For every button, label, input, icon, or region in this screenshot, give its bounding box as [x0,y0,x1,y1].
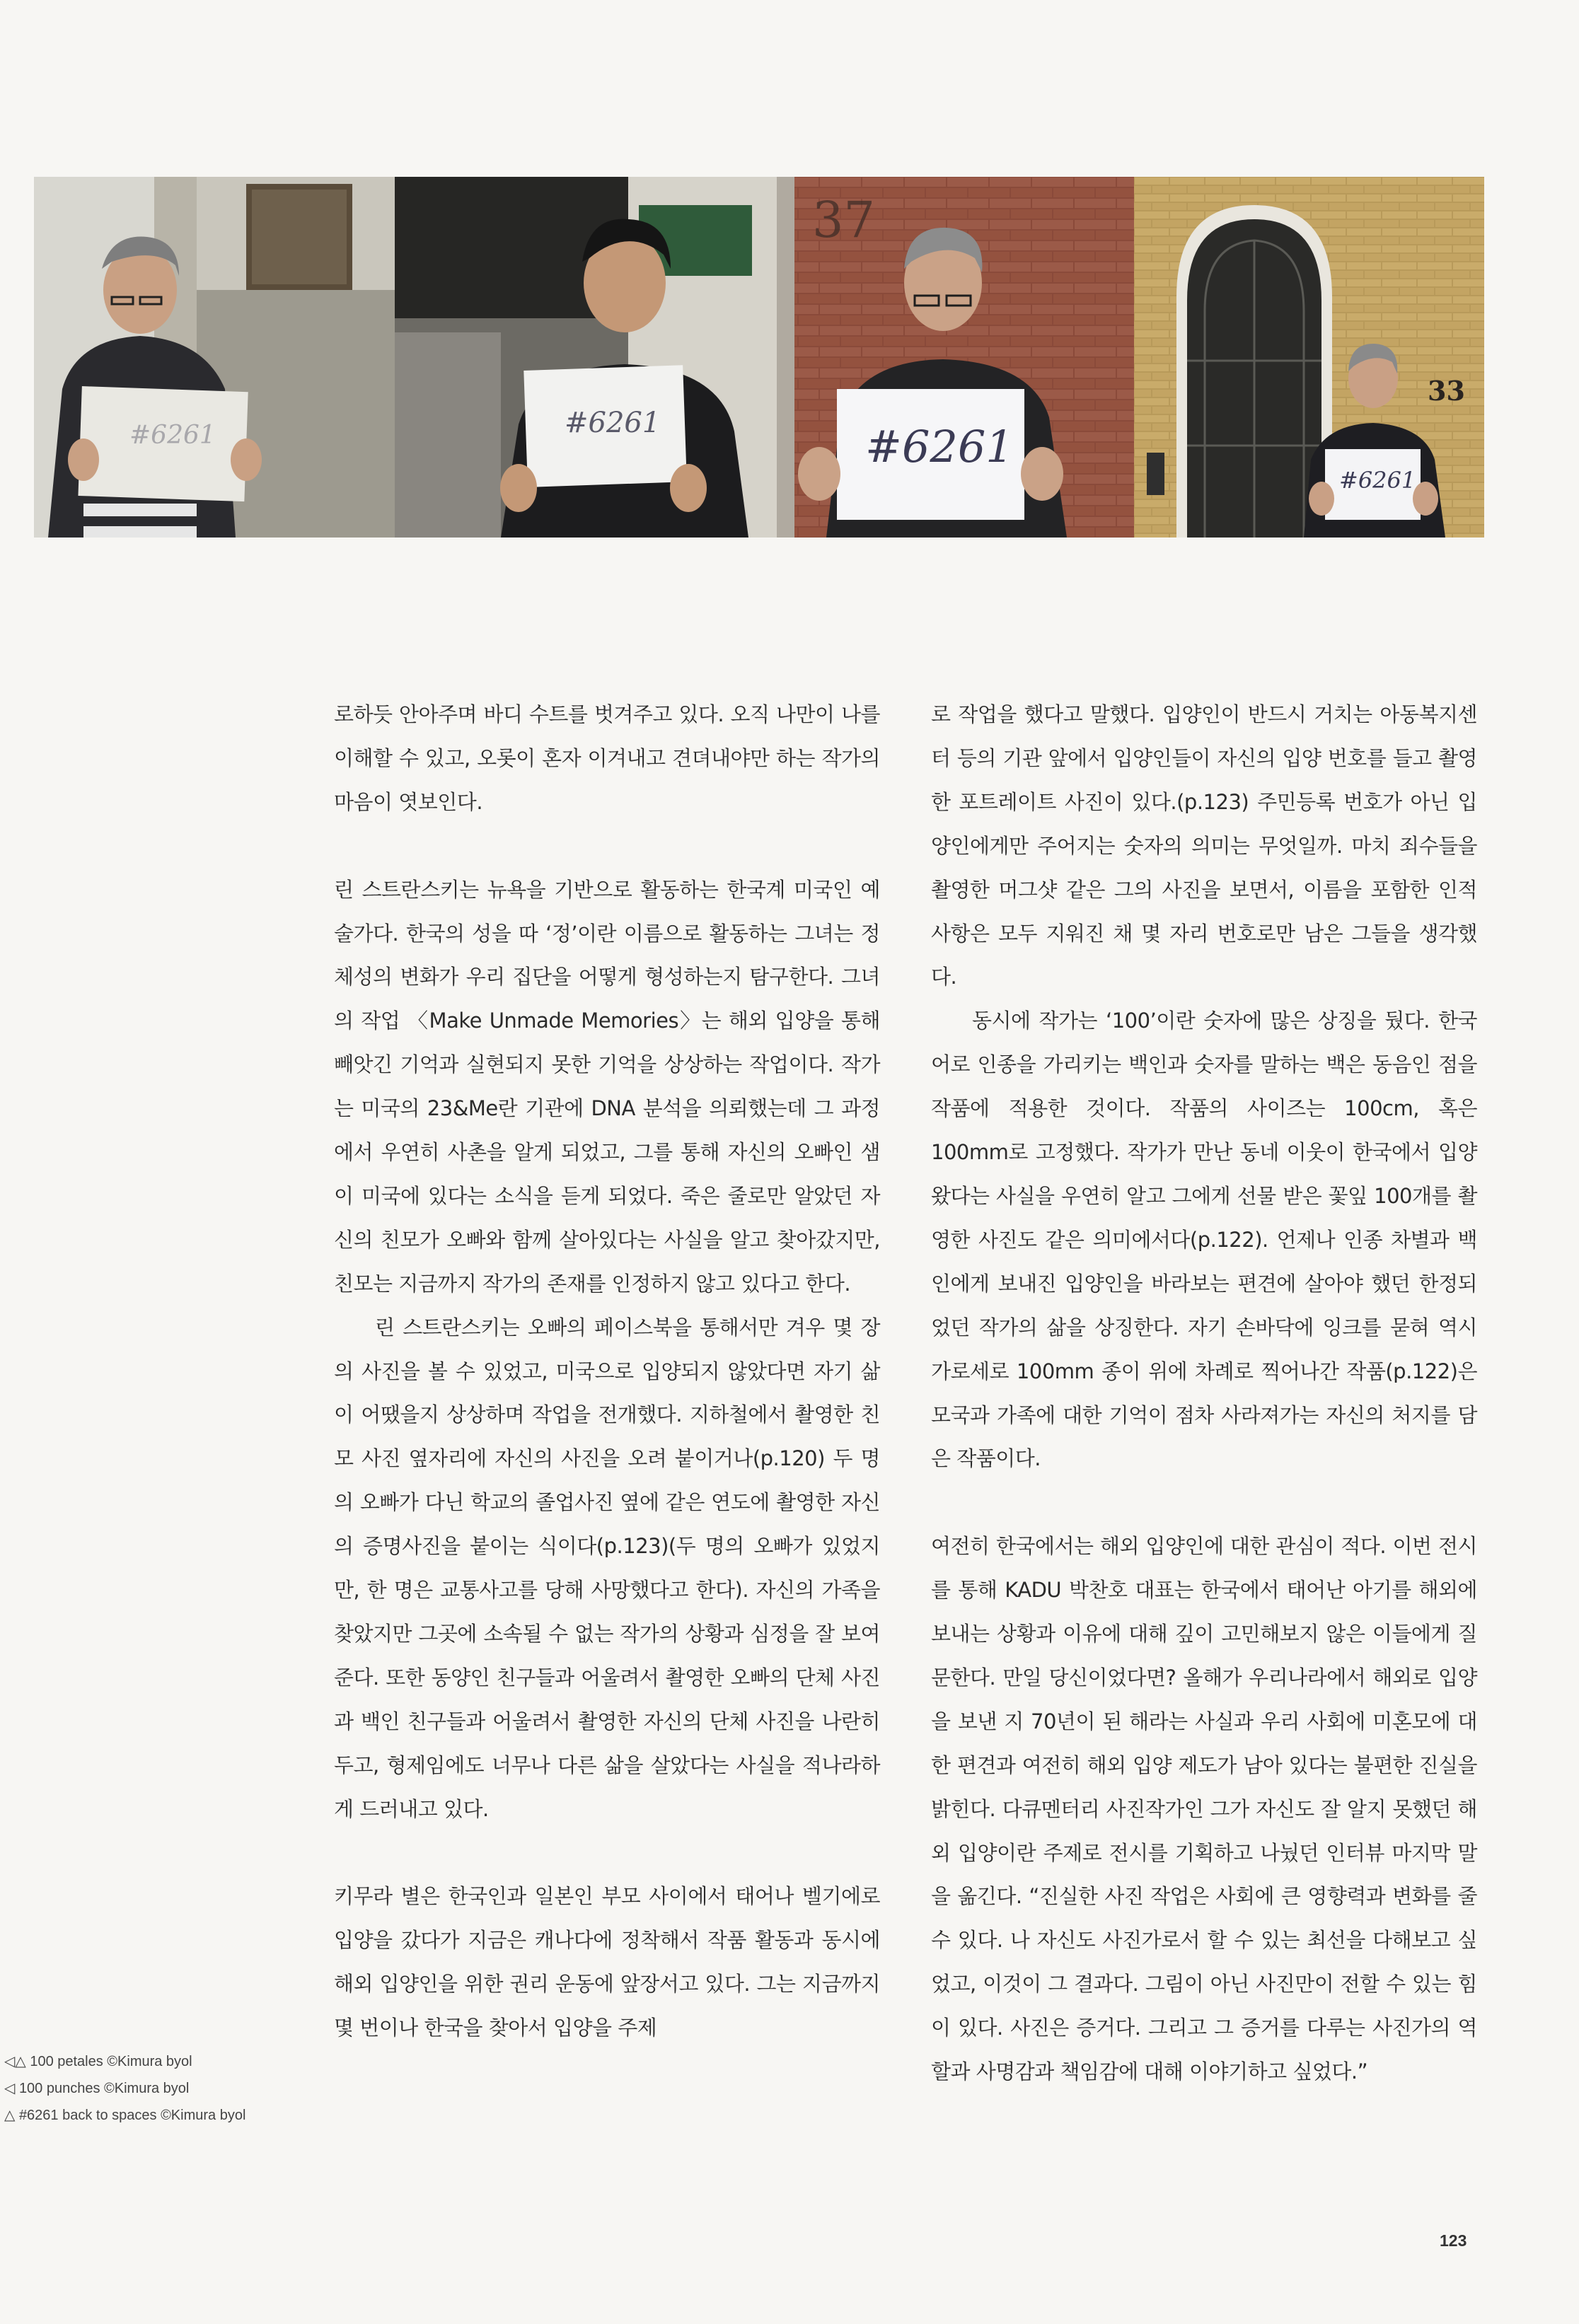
photo-captions [4,2048,245,2129]
photo-strip [34,177,1484,538]
paragraph: 키무라 별은 한국인과 일본인 부모 사이에서 태어나 벨기에로 입양을 갔다가 지금은 캐나다에 정착해서 작품 활동과 동시에 해외 입양인을 위한 권리 운동에 앞장서고 있다. 그는 지금까지 몇 번이나 한국을 찾아서 입양을 주제 [334,1884,880,2040]
door-number-37: 37 [812,191,876,249]
caption: ◁△ 100 petales ©Kimura byol [4,2054,192,2069]
door-number-33: 33 [1428,375,1465,407]
article-right-column [931,693,1477,2094]
page-number: 123 [1440,2231,1467,2250]
portrait-photo-3 [777,177,1134,538]
sign-number-1: #6261 [129,421,216,450]
paragraph: 로하듯 안아주며 바디 수트를 벗겨주고 있다. 오직 나만이 나를 이해할 수 있고, 오롯이 혼자 이겨내고 견뎌내야만 하는 작가의 마음이 엿보인다. [334,702,880,814]
paragraph: 린 스트란스키는 오빠의 페이스북을 통해서만 겨우 몇 장의 사진을 볼 수 있었고, 미국으로 입양되지 않았다면 자기 삶이 어땠을지 상상하며 작업을 전개했다. 지하철에서 촬영한 친모 사진 옆자리에 자신의 사진을 오려 붙이거나(p.120) 두 명의 오빠가 다닌 학교의 졸업사진 옆에 같은 연도에 촬영한 자신의 증명사진을 붙이는 식이다(p.123)(두 명의 오빠가 있었지만, 한 명은 교통사고를 당해 사망했다고 한다). 자신의 가족을 찾았지만 그곳에 소속될 수 없는 작가의 상황과 심정을 잘 보여준다. 또한 동양인 친구들과 어울려서 촬영한 오빠의 단체 사진과 백인 친구들과 어울려서 촬영한 자신의 단체 사진을 나란히 두고, 형제임에도 너무나 다른 삶을 살았다는 사실을 적나라하게 드러내고 있다. [334,1315,880,1821]
portrait-photo-4 [1134,177,1484,538]
paragraph: 여전히 한국에서는 해외 입양인에 대한 관심이 적다. 이번 전시를 통해 KADU 박찬호 대표는 한국에서 태어난 아기를 해외에 보내는 상황과 이유에 대해 깊이 고민해보지 않은 이들에게 질문한다. 만일 당신이었다면? 올해가 우리나라에서 해외로 입양을 보낸 지 70년이 된 해라는 사실과 우리 사회에 미혼모에 대한 편견과 여전히 해외 입양 제도가 남아 있다는 불편한 진실을 밝힌다. 다큐멘터리 사진작가인 그가 자신도 잘 알지 못했던 해외 입양이란 주제로 전시를 기획하고 나눴던 인터뷰 마지막 말을 옮긴다. “진실한 사진 작업은 사회에 큰 영향력과 변화를 줄 수 있다. 나 자신도 사진가로서 할 수 있는 최선을 다해보고 싶었고, 이것이 그 결과다. 그림이 아닌 사진만이 전할 수 있는 힘이 있다. 사진은 증거다. 그리고 그 증거를 다루는 사진가의 역할과 사명감과 책임감에 대해 이야기하고 싶었다.” [931,1534,1477,2084]
paragraph: 린 스트란스키는 뉴욕을 기반으로 활동하는 한국계 미국인 예술가다. 한국의 성을 따 ‘정’이란 이름으로 활동하는 그녀는 정체성의 변화가 우리 집단을 어떻게 형성하는지 탐구한다. 그녀의 작업 〈Make Unmade Memories〉는 해외 입양을 통해 빼앗긴 기억과 실현되지 못한 기억을 상상하는 작업이다. 작가는 미국의 23&Me란 기관에 DNA 분석을 의뢰했는데 그 과정에서 우연히 사촌을 알게 되었고, 그를 통해 자신의 오빠인 샘이 미국에 있다는 소식을 듣게 되었다. 죽은 줄로만 알았던 자신의 친모가 오빠와 함께 살아있다는 사실을 알고 찾아갔지만, 친모는 지금까지 작가의 존재를 인정하지 않고 있다고 한다. [334,877,880,1296]
caption: △ #6261 back to spaces ©Kimura byol [4,2108,246,2123]
portrait-photo-1 [34,177,395,538]
sign-number-3: #6261 [865,421,1014,472]
paragraph: 로 작업을 했다고 말했다. 입양인이 반드시 거치는 아동복지센터 등의 기관 앞에서 입양인들이 자신의 입양 번호를 들고 촬영한 포트레이트 사진이 있다.(p.123) 주민등록 번호가 아닌 입양인에게만 주어지는 숫자의 의미는 무엇일까. 마치 죄수들을 촬영한 머그샷 같은 그의 사진을 보면서, 이름을 포함한 인적 사항은 모두 지워진 채 몇 자리 번호로만 남은 그들을 생각했다. [931,702,1477,989]
caption: ◁ 100 punches ©Kimura byol [4,2081,190,2096]
sign-number-2: #6261 [565,407,661,439]
sign-number-4: #6261 [1339,467,1416,494]
portrait-photo-2 [395,177,777,538]
paragraph: 동시에 작가는 ‘100’이란 숫자에 많은 상징을 뒀다. 한국어로 인종을 가리키는 백인과 숫자를 말하는 백은 동음인 점을 작품에 적용한 것이다. 작품의 사이즈는 100cm, 혹은 100mm로 고정했다. 작가가 만난 동네 이웃이 한국에서 입양 왔다는 사실을 우연히 알고 그에게 선물 받은 꽃잎 100개를 촬영한 사진도 같은 의미에서다(p.122). 언제나 인종 차별과 백인에게 보내진 입양인을 바라보는 편견에 살아야 했던 한정되었던 작가의 삶을 상징한다. 자기 손바닥에 잉크를 묻혀 역시 가로세로 100mm 종이 위에 차례로 찍어나간 작품(p.122)은 모국과 가족에 대한 기억이 점차 사라져가는 자신의 처지를 담은 작품이다. [931,1009,1477,1471]
article-left-column [334,693,880,2050]
